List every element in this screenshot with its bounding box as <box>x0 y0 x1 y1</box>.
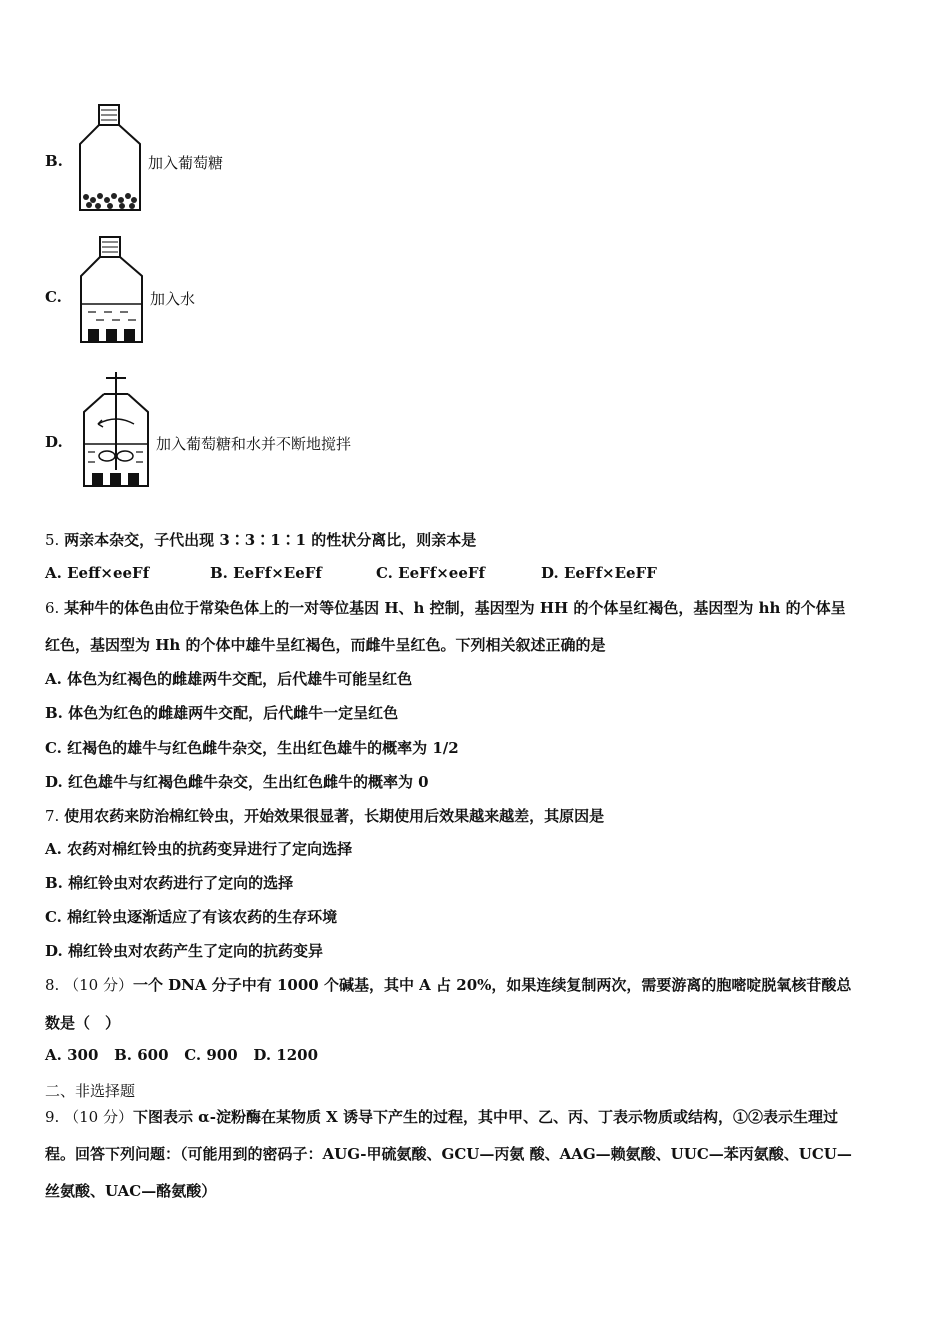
figure-c-label: 加入水 <box>150 290 196 308</box>
q6-option-c: C. 红褐色的雄牛与红色雌牛杂交，生出红色雄牛的概率为 1/2 <box>45 739 459 757</box>
q8-option-c: C. 900 <box>184 1046 238 1064</box>
q9-number: 9. <box>45 1108 60 1126</box>
q5-option-b: B. EeFf×EeFf <box>210 564 322 582</box>
q8-option-b: B. 600 <box>114 1046 169 1064</box>
q5-option-a: A. Eeff×eeFf <box>45 564 150 582</box>
question-6 <box>45 597 846 618</box>
q5-stem: 两亲本杂交，子代出现 3∶3∶1∶1 的性状分离比，则亲本是 <box>64 531 477 549</box>
q6-option-a: A. 体色为红褐色的雌雄两牛交配，后代雄牛可能呈红色 <box>45 670 413 688</box>
figure-d-label: 加入葡萄糖和水并不断地搅拌 <box>156 435 352 453</box>
q5-option-c: C. EeFf×eeFf <box>376 564 485 582</box>
q6-stem-line2: 红色，基因型为 Hh 的个体中雄牛呈红褐色，而雌牛呈红色。下列相关叙述正确的是 <box>45 636 606 654</box>
bottle-water-figure <box>76 234 148 346</box>
figure-c-letter: C. <box>45 288 62 306</box>
q6-stem-line1: 某种牛的体色由位于常染色体上的一对等位基因 H、h 控制，基因型为 HH 的个体呈红褐色，基因型为 hh 的个体呈 <box>64 599 846 617</box>
question-5 <box>45 529 476 550</box>
q7-option-c: C. 棉红铃虫逐渐适应了有该农药的生存环境 <box>45 908 338 926</box>
question-8 <box>45 974 851 995</box>
q7-stem: 使用农药来防治棉红铃虫，开始效果很显著，长期使用后效果越来越差，其原因是 <box>64 807 605 825</box>
bottle-glucose-figure <box>76 102 146 214</box>
q7-number: 7. <box>45 807 60 825</box>
q8-points: （10 分） <box>64 976 133 994</box>
q8-stem-line2: 数是（ ） <box>45 1014 121 1032</box>
q6-option-d: D. 红色雄牛与红褐色雌牛杂交，生出红色雌牛的概率为 0 <box>45 773 429 791</box>
section-title-non-choice: 二、非选择题 <box>45 1082 136 1100</box>
q5-option-d: D. EeFf×EeFF <box>541 564 657 582</box>
q7-option-a: A. 农药对棉红铃虫的抗药变异进行了定向选择 <box>45 840 353 858</box>
q6-option-b: B. 体色为红色的雌雄两牛交配，后代雌牛一定呈红色 <box>45 704 399 722</box>
q7-option-d: D. 棉红铃虫对农药产生了定向的抗药变异 <box>45 942 323 960</box>
q8-options <box>45 1046 318 1064</box>
q8-stem-line1: 一个 DNA 分子中有 1000 个碱基，其中 A 占 20%，如果连续复制两次，需要游离的胞嘧啶脱氧核苷酸总 <box>132 976 852 994</box>
q8-number: 8. <box>45 976 60 994</box>
question-7 <box>45 805 604 826</box>
q9-stem-line3: 丝氨酸、UAC—酪氨酸） <box>45 1182 217 1200</box>
question-9 <box>45 1106 838 1127</box>
q9-points: （10 分） <box>64 1108 133 1126</box>
figure-b-label: 加入葡萄糖 <box>148 154 224 172</box>
q9-stem-line2: 程。回答下列问题：（可能用到的密码子：AUG-甲硫氨酸、GCU—丙氨 酸、AAG—赖氨酸、UUC—苯丙氨酸、UCU— <box>45 1145 852 1163</box>
q7-option-b: B. 棉红铃虫对农药进行了定向的选择 <box>45 874 294 892</box>
q8-option-a: A. 300 <box>45 1046 99 1064</box>
figure-b-letter: B. <box>45 152 63 170</box>
q8-option-d: D. 1200 <box>253 1046 319 1064</box>
q9-stem-line1: 下图表示 α-淀粉酶在某物质 X 诱导下产生的过程，其中甲、乙、丙、丁表示物质或结构，①②表示生理过 <box>132 1108 839 1126</box>
q6-number: 6. <box>45 599 60 617</box>
figure-d-letter: D. <box>45 433 63 451</box>
q5-number: 5. <box>45 531 60 549</box>
bottle-stirring-figure <box>76 370 156 492</box>
